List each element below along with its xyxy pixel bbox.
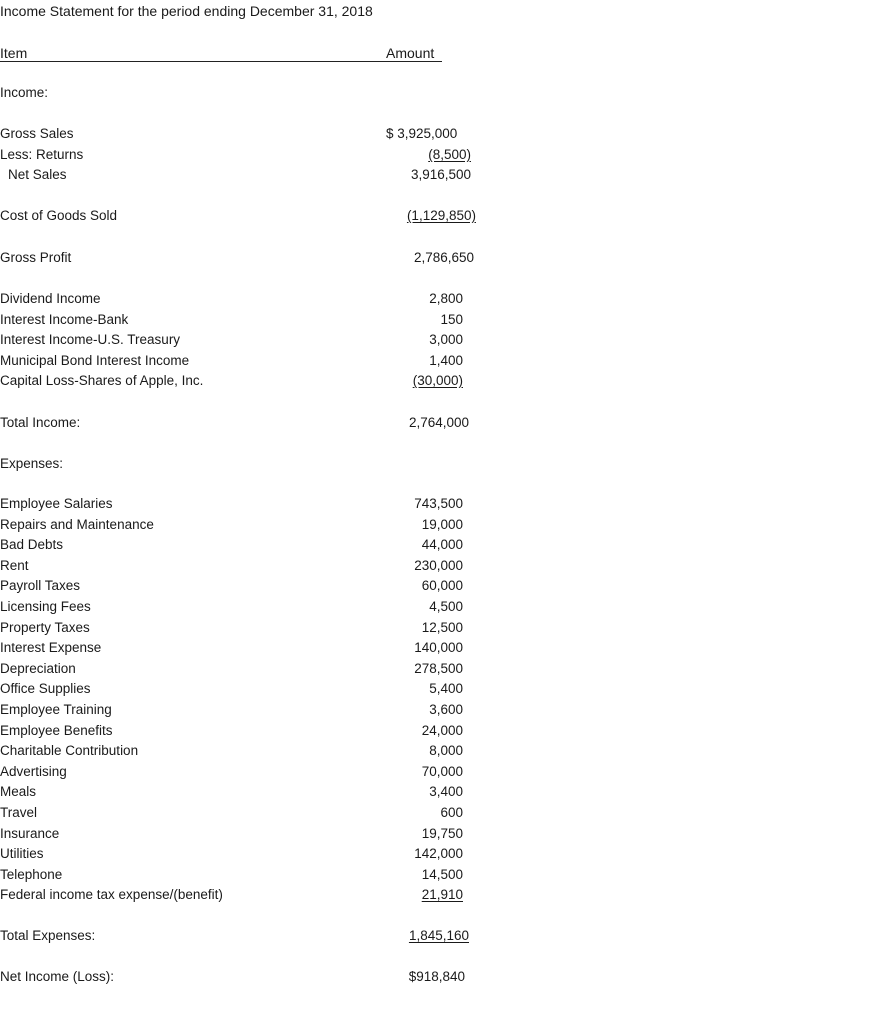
line-item-label: Property Taxes bbox=[0, 620, 90, 635]
row-total-income-amount: 2,764,000 bbox=[408, 415, 469, 430]
row-cogs-label: Cost of Goods Sold bbox=[0, 208, 118, 223]
line-item-label: Depreciation bbox=[0, 661, 76, 676]
line-item-label: Interest Expense bbox=[0, 640, 102, 655]
line-item-label: Telephone bbox=[0, 867, 63, 882]
line-item-amount: 3,000 bbox=[429, 332, 463, 347]
header-rule bbox=[0, 61, 442, 62]
line-item-label: Travel bbox=[0, 805, 38, 820]
row-gross-sales-amount: $ 3,925,000 bbox=[386, 126, 458, 141]
line-item-label: Licensing Fees bbox=[0, 599, 91, 614]
line-item-amount: 230,000 bbox=[414, 558, 463, 573]
line-item-amount: 70,000 bbox=[421, 764, 463, 779]
line-item-amount: 5,400 bbox=[429, 681, 463, 696]
line-item-label: Capital Loss-Shares of Apple, Inc. bbox=[0, 373, 204, 388]
column-header-amount: Amount bbox=[386, 45, 435, 61]
row-returns-amount: (8,500) bbox=[428, 147, 471, 162]
line-item-label: Dividend Income bbox=[0, 291, 101, 306]
line-item-amount: 19,000 bbox=[421, 517, 463, 532]
line-item-label: Charitable Contribution bbox=[0, 743, 139, 758]
line-item-amount: 24,000 bbox=[421, 723, 463, 738]
line-item-amount: 3,400 bbox=[429, 784, 463, 799]
row-total-income-label: Total Income: bbox=[0, 415, 81, 430]
line-item-label: Utilities bbox=[0, 846, 44, 861]
line-item-label: Insurance bbox=[0, 826, 60, 841]
line-item-label: Employee Benefits bbox=[0, 723, 113, 738]
line-item-label: Employee Training bbox=[0, 702, 112, 717]
row-gross-sales-label: Gross Sales bbox=[0, 126, 74, 141]
line-item-label: Bad Debts bbox=[0, 537, 64, 552]
line-item-label: Rent bbox=[0, 558, 29, 573]
row-net-income-label: Net Income (Loss): bbox=[0, 969, 115, 984]
row-cogs-amount: (1,129,850) bbox=[406, 208, 476, 223]
line-item-label: Employee Salaries bbox=[0, 496, 113, 511]
row-returns-label: Less: Returns bbox=[0, 147, 84, 162]
line-item-amount: (30,000) bbox=[412, 373, 463, 388]
line-item-amount: 142,000 bbox=[414, 846, 463, 861]
row-gross-profit-label: Gross Profit bbox=[0, 250, 72, 265]
row-gross-profit-amount: 2,786,650 bbox=[413, 250, 474, 265]
line-item-label: Meals bbox=[0, 784, 37, 799]
line-item-amount: 278,500 bbox=[414, 661, 463, 676]
line-item-amount: 21,910 bbox=[421, 887, 463, 902]
line-item-amount: 4,500 bbox=[429, 599, 463, 614]
row-total-expenses-label: Total Expenses: bbox=[0, 928, 96, 943]
line-item-label: Interest Income-U.S. Treasury bbox=[0, 332, 181, 347]
line-item-amount: 44,000 bbox=[421, 537, 463, 552]
line-item-amount: 150 bbox=[440, 312, 463, 327]
row-total-expenses-amount: 1,845,160 bbox=[408, 928, 469, 943]
line-item-label: Payroll Taxes bbox=[0, 578, 81, 593]
line-item-amount: 8,000 bbox=[429, 743, 463, 758]
line-item-label: Interest Income-Bank bbox=[0, 312, 129, 327]
line-item-label: Federal income tax expense/(benefit) bbox=[0, 887, 223, 902]
line-item-amount: 14,500 bbox=[421, 867, 463, 882]
page-title: Income Statement for the period ending December 31, 2018 bbox=[0, 3, 373, 19]
line-item-amount: 3,600 bbox=[429, 702, 463, 717]
line-item-amount: 743,500 bbox=[414, 496, 463, 511]
section-heading-income: Income: bbox=[0, 85, 49, 100]
line-item-label: Repairs and Maintenance bbox=[0, 517, 154, 532]
line-item-amount: 12,500 bbox=[421, 620, 463, 635]
row-net-income-amount: $918,840 bbox=[408, 969, 465, 984]
line-item-label: Advertising bbox=[0, 764, 67, 779]
line-item-amount: 600 bbox=[440, 805, 463, 820]
line-item-amount: 60,000 bbox=[421, 578, 463, 593]
line-item-amount: 1,400 bbox=[429, 353, 463, 368]
line-item-label: Municipal Bond Interest Income bbox=[0, 353, 190, 368]
row-net-sales-amount: 3,916,500 bbox=[410, 167, 471, 182]
row-net-sales-label: Net Sales bbox=[8, 167, 67, 182]
column-header-item: Item bbox=[0, 45, 28, 61]
line-item-label: Office Supplies bbox=[0, 681, 91, 696]
line-item-amount: 19,750 bbox=[421, 826, 463, 841]
section-heading-expenses: Expenses: bbox=[0, 456, 64, 471]
line-item-amount: 140,000 bbox=[414, 640, 463, 655]
line-item-amount: 2,800 bbox=[429, 291, 463, 306]
